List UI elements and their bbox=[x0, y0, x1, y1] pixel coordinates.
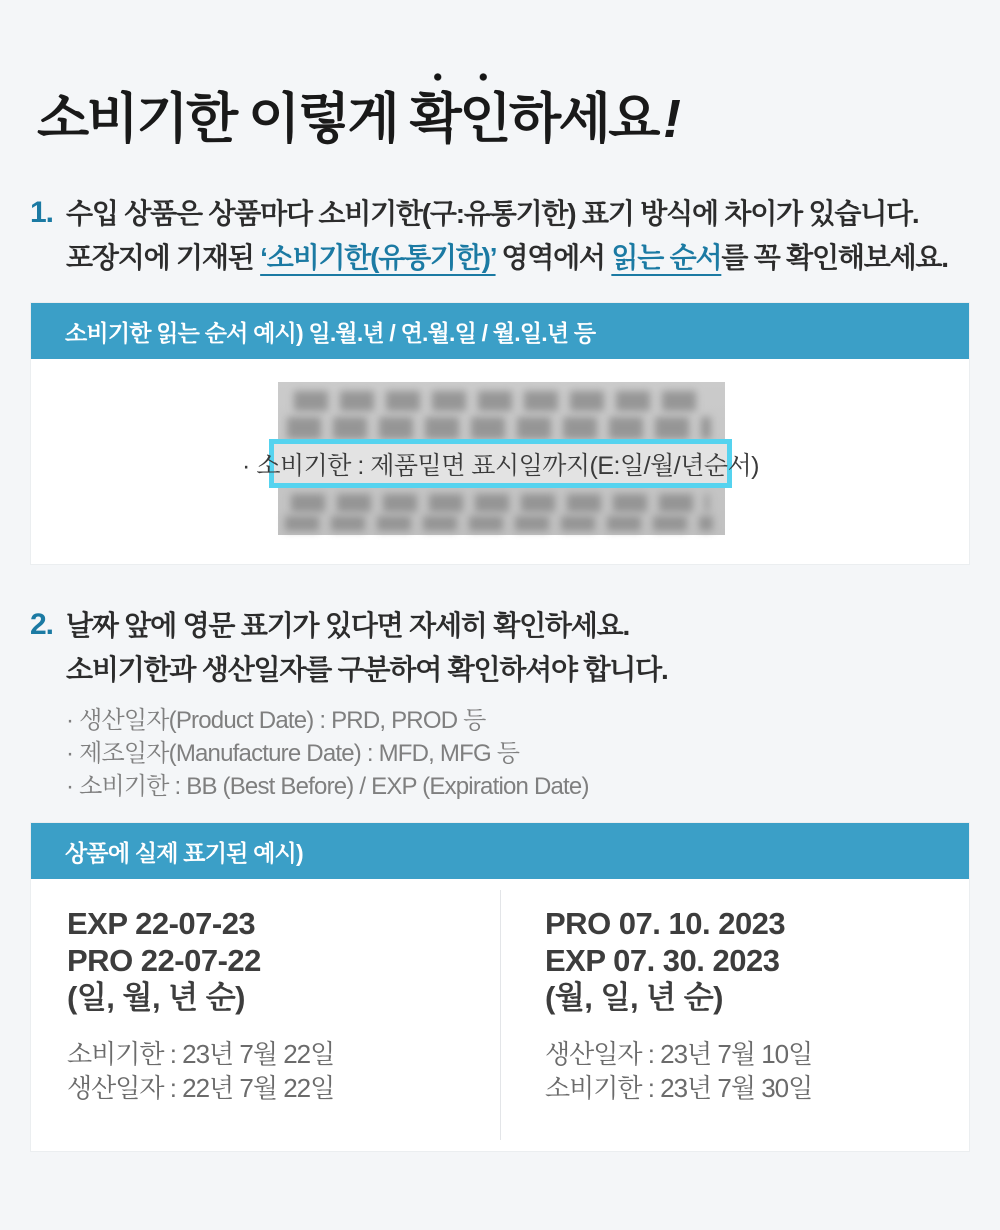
card-1-header: 소비기한 읽는 순서 예시) 일.월.년 / 연.월.일 / 월.일.년 등 bbox=[31, 303, 969, 359]
highlight-box bbox=[242, 439, 759, 488]
right-code-exp: EXP 07. 30. 2023 bbox=[545, 943, 780, 978]
product-label-photo bbox=[242, 382, 759, 535]
highlighted-term-expiry-area: ‘소비기한(유통기한)’ bbox=[260, 242, 496, 273]
right-code-order: (월, 일, 년 순) bbox=[545, 980, 723, 1015]
blurred-text-row bbox=[287, 417, 711, 439]
card-2-body bbox=[31, 879, 969, 1151]
column-divider bbox=[500, 890, 501, 1140]
step-1-number: 1. bbox=[30, 196, 54, 229]
step-1-line-2-post: 를 꼭 확인해보세요. bbox=[721, 242, 948, 273]
example-column-left bbox=[31, 879, 500, 1151]
right-expiry-line: 소비기한 : 23년 7월 30일 bbox=[545, 1073, 813, 1103]
step-1-line-2 bbox=[66, 236, 948, 280]
title-exclamation: ! bbox=[662, 89, 679, 149]
left-code-pro: PRO 22-07-22 bbox=[67, 943, 261, 978]
step-1-text bbox=[66, 192, 948, 280]
right-code-lines bbox=[545, 905, 969, 1016]
page-title bbox=[37, 88, 678, 150]
step-2-line-2: 소비기한과 생산일자를 구분하여 확인하셔야 합니다. bbox=[66, 654, 668, 685]
bullet-expiration-date: · 소비기한 : BB (Best Before) / EXP (Expiration Date) bbox=[66, 773, 589, 800]
card-1-body bbox=[31, 359, 969, 564]
left-code-exp: EXP 22-07-23 bbox=[67, 906, 256, 941]
left-interpretation bbox=[67, 1037, 500, 1105]
left-code-order: (일, 월, 년 순) bbox=[67, 980, 245, 1015]
step-1-line-2-mid: 영역에서 bbox=[495, 242, 612, 273]
right-interpretation bbox=[545, 1037, 969, 1105]
bullet-manufacture-date: · 제조일자(Manufacture Date) : MFD, MFG 등 bbox=[66, 740, 520, 767]
right-code-pro: PRO 07. 10. 2023 bbox=[545, 906, 786, 941]
right-production-line: 생산일자 : 23년 7월 10일 bbox=[545, 1039, 813, 1069]
step-2-text bbox=[66, 604, 668, 803]
example-card-real-markings bbox=[31, 823, 969, 1151]
bullet-product-date: · 생산일자(Product Date) : PRD, PROD 등 bbox=[66, 707, 486, 734]
title-text-post: 하세요 bbox=[508, 89, 658, 149]
date-code-bullet-list bbox=[66, 704, 668, 803]
step-2-number: 2. bbox=[30, 608, 54, 641]
left-code-lines bbox=[67, 905, 500, 1016]
blurred-text-row bbox=[294, 391, 708, 411]
highlight-text: · 소비기한 : 제품밑면 표시일까지(E:일/월/년순서) bbox=[242, 451, 759, 480]
title-emphasized-text: 확인 bbox=[409, 89, 509, 149]
example-card-reading-order bbox=[31, 303, 969, 564]
step-1-line-1: 수입 상품은 상품마다 소비기한(구:유통기한) 표기 방식에 차이가 있습니다. bbox=[66, 198, 919, 229]
card-2-header: 상품에 실제 표기된 예시) bbox=[31, 823, 969, 879]
step-1 bbox=[30, 192, 948, 280]
left-production-line: 생산일자 : 22년 7월 22일 bbox=[67, 1073, 335, 1103]
blurred-text-row bbox=[285, 516, 713, 531]
step-2 bbox=[30, 604, 668, 803]
highlighted-term-reading-order: 읽는 순서 bbox=[611, 242, 722, 273]
left-expiry-line: 소비기한 : 23년 7월 22일 bbox=[67, 1039, 335, 1069]
blurred-text-row bbox=[291, 494, 709, 512]
title-text-pre: 소비기한 이렇게 bbox=[37, 89, 410, 149]
step-1-line-2-pre: 포장지에 기재된 bbox=[66, 242, 261, 273]
example-column-right bbox=[500, 879, 969, 1151]
step-2-line-1: 날짜 앞에 영문 표기가 있다면 자세히 확인하세요. bbox=[66, 610, 630, 641]
